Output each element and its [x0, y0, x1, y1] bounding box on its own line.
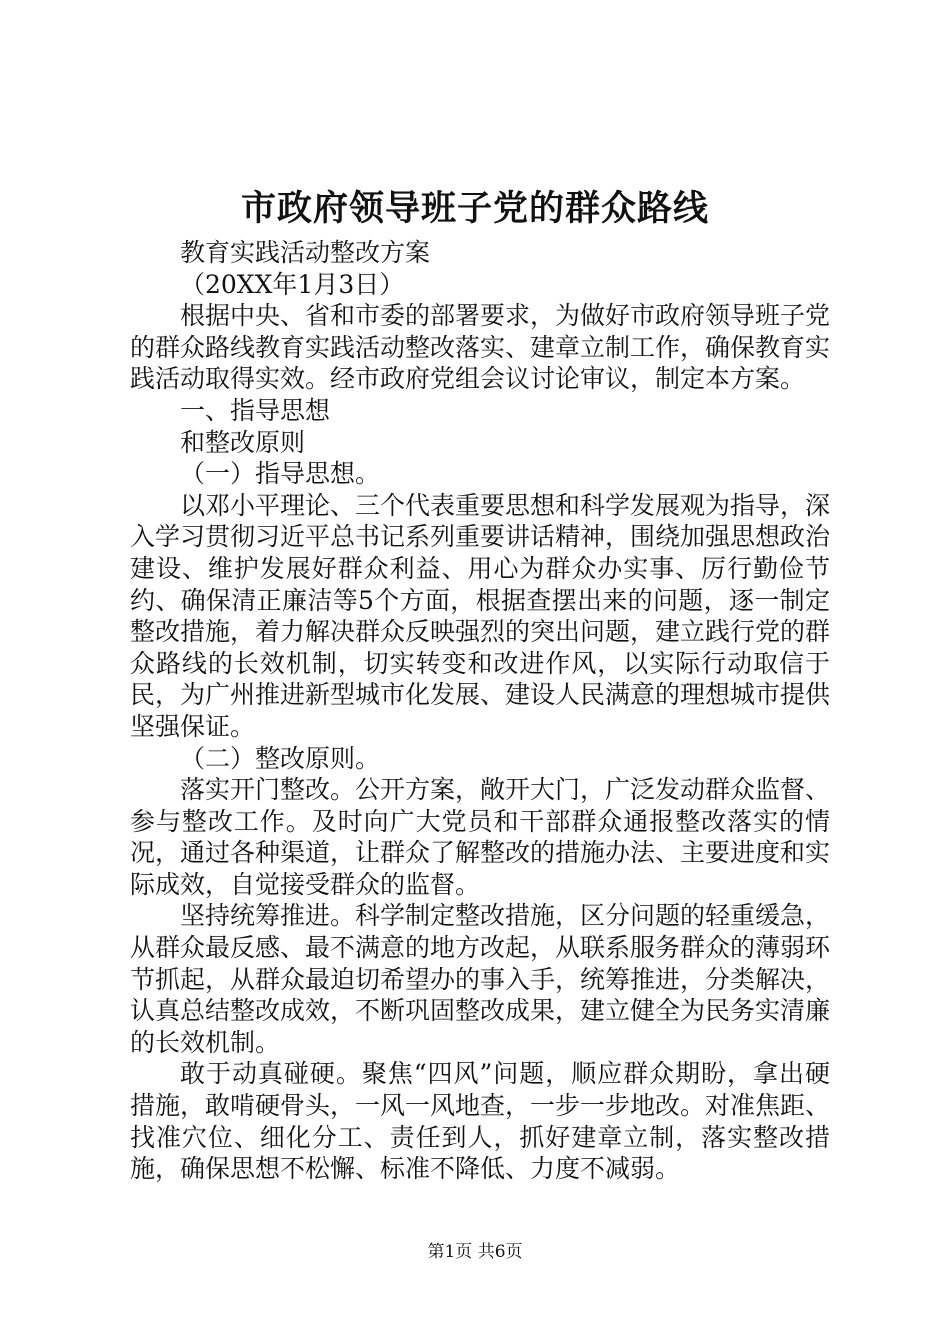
document-body	[130, 237, 830, 1185]
subtitle-paragraph: 教育实践活动整改方案	[180, 238, 431, 267]
document-title: 市政府领导班子党的群众路线	[240, 188, 709, 229]
principle-paragraph: 敢于动真碰硬。聚焦“四风”问题，顺应群众期盼，拿出硬措施，敢啃硬骨头，一风一风地查，一步一步地改。对准焦距、找准穴位、细化分工、责任到人，抓好建章立制，落实整改措施，确保思想不松懈、标准不降低、力度不减弱。	[130, 1059, 831, 1184]
guiding-thought-paragraph: 以邓小平理论、三个代表重要思想和科学发展观为指导，深入学习贯彻习近平总书记系列重要讲话精神，围绕加强思想政治建设、维护发展好群众利益、用心为群众办实事、厉行勤俭节约、确保清正廉洁等5个方面，根据查摆出来的问题，逐一制定整改措施，着力解决群众反映强烈的突出问题，建立践行党的群众路线的长效机制，切实转变和改进作风，以实际行动取信于民，为广州推进新型城市化发展、建设人民满意的理想城市提供坚强保证。	[130, 490, 831, 741]
section-heading: 一、指导思想	[180, 395, 331, 425]
section-heading-continued: 和整改原则	[180, 427, 306, 457]
principle-paragraph: 落实开门整改。公开方案，敞开大门，广泛发动群众监督、参与整改工作。及时向广大党员和干部群众通报整改落实的情况，通过各种渠道，让群众了解整改的措施办法、主要进度和实际成效，自觉接受群众的监督。	[130, 775, 831, 899]
intro-paragraph: 根据中央、省和市委的部署要求，为做好市政府领导班子党的群众路线教育实践活动整改落实、建章立制工作，确保教育实践活动取得实效。经市政府党组会议讨论审议，制定本方案。	[130, 301, 831, 394]
principle-paragraph: 坚持统筹推进。科学制定整改措施，区分问题的轻重缓急，从群众最反感、最不满意的地方改起，从联系服务群众的薄弱环节抓起，从群众最迫切希望办的事入手，统筹推进，分类解决，认真总结整改成效，不断巩固整改成果，建立健全为民务实清廉的长效机制。	[130, 901, 831, 1057]
subsection-heading: （二）整改原则。	[180, 743, 381, 773]
date-paragraph: （20XX年1月3日）	[180, 269, 405, 299]
subsection-heading: （一）指导思想。	[180, 459, 381, 489]
page-footer: 第1页 共6页	[427, 1242, 523, 1262]
